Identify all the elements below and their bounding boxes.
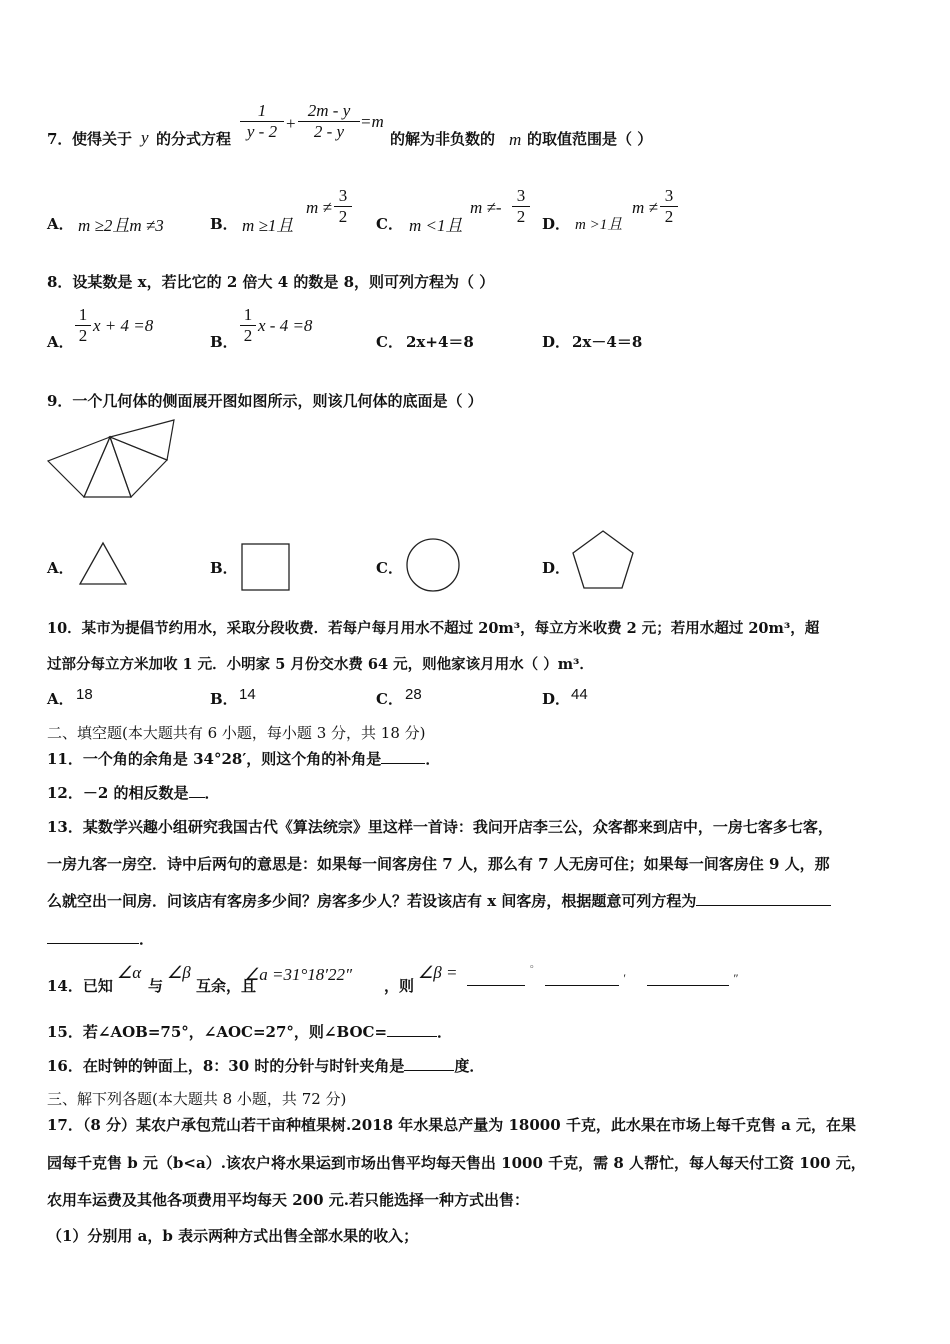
q10-option-b-label: B． bbox=[210, 690, 238, 708]
q8-option-d: 2x－4＝8 bbox=[572, 333, 643, 351]
q9-option-b-label: B． bbox=[210, 559, 238, 577]
q10-option-a-label: A． bbox=[47, 690, 74, 708]
q7-option-b-den: 2 bbox=[338, 207, 348, 226]
q11-end: ． bbox=[425, 750, 441, 768]
q7-option-c-m: m ≠- bbox=[470, 198, 502, 217]
q8-option-d-label: D． bbox=[542, 333, 571, 351]
q8-stem: 8．设某数是 x，若比它的 2 倍大 4 的数是 8，则可列方程为（ ） bbox=[47, 273, 495, 291]
q13-blank-2 bbox=[47, 943, 139, 944]
q9-option-d-label: D． bbox=[542, 559, 571, 577]
q7-option-c-label: C． bbox=[376, 215, 403, 233]
q14-blank-minutes bbox=[545, 985, 619, 986]
q14-beta-eq: ∠β = bbox=[418, 963, 458, 982]
q15 bbox=[47, 1021, 452, 1042]
q15-blank bbox=[387, 1036, 437, 1037]
q17-line-1: 17．（8 分）某农户承包荒山若干亩种植果树.2018 年水果总产量为 18000 千克，此水果在市场上每千克售 a 元，在果 bbox=[47, 1116, 857, 1134]
q17-line-2: 园每千克售 b 元（b<a）.该农户将水果运到市场出售平均每天售出 1000 千克，需 8 人帮忙，每人每天付工资 100 元， bbox=[47, 1154, 866, 1172]
q10-option-b: 14 bbox=[239, 686, 256, 703]
q8-option-b-den: 2 bbox=[243, 326, 253, 345]
q7-frac2-denominator: 2 - y bbox=[313, 122, 345, 141]
q7-var-y: y bbox=[141, 128, 149, 147]
q8-option-c-label: C． bbox=[376, 333, 403, 351]
pentagon-icon bbox=[570, 528, 636, 592]
q16-blank bbox=[404, 1070, 454, 1071]
q7-number: 7． bbox=[47, 130, 73, 148]
circle-icon bbox=[404, 536, 462, 594]
q12-text: 12．－2 的相反数是 bbox=[47, 784, 189, 802]
q10-option-c-label: C． bbox=[376, 690, 403, 708]
q14-text-a: 14．已知 bbox=[47, 977, 113, 995]
q9-option-c-label: C． bbox=[376, 559, 403, 577]
q14-second-mark: ″ bbox=[733, 971, 739, 985]
q12-end: ． bbox=[204, 784, 220, 802]
q7-option-c-num: 3 bbox=[516, 186, 526, 205]
pyramid-net-icon bbox=[48, 420, 174, 497]
q10-option-d: 44 bbox=[571, 686, 588, 703]
q10-line-2: 过部分每立方米加收 1 元．小明家 5 月份交水费 64 元，则他家该月用水（ ）m³． bbox=[47, 656, 594, 673]
q11-blank bbox=[381, 763, 425, 764]
q8-option-a-num: 1 bbox=[78, 305, 88, 324]
q12-blank bbox=[189, 797, 205, 798]
q8-option-a-rest: x + 4 =8 bbox=[93, 316, 154, 335]
q14-alpha: ∠α bbox=[117, 963, 142, 982]
q7-option-c-text: m <1且 bbox=[409, 216, 463, 235]
q13-line-4 bbox=[47, 928, 154, 949]
q10-option-d-label: D． bbox=[542, 690, 571, 708]
q7-plus: + bbox=[286, 114, 296, 133]
section-2-heading: 二、填空题(本大题共有 6 小题，每小题 3 分，共 18 分) bbox=[47, 724, 426, 742]
q7-text-b: 的分式方程 bbox=[156, 130, 232, 148]
q14-text-b: 与 bbox=[148, 977, 164, 995]
triangle-icon bbox=[77, 540, 129, 588]
q7-var-m: m bbox=[509, 130, 522, 149]
q14-beta: ∠β bbox=[167, 963, 191, 982]
q14-blank-degrees bbox=[467, 985, 525, 986]
square-icon bbox=[240, 542, 292, 592]
q10-line-1: 10．某市为提倡节约用水，采取分段收费．若每户每月用水不超过 20m³，每立方米收费 2 元；若用水超过 20m³，超 bbox=[47, 620, 820, 637]
q7-option-a: m ≥2且m ≠3 bbox=[78, 216, 164, 235]
q8-option-c: 2x+4＝8 bbox=[406, 333, 474, 351]
q10-option-a: 18 bbox=[76, 686, 93, 703]
q13-blank-1 bbox=[696, 905, 831, 906]
q13-line-3-text: 么就空出一间房．问该店有客房多少间？房客多少人？若设该店有 x 间客房，根据题意可列方程为 bbox=[47, 892, 697, 910]
q13-line-2: 一房九客一房空．诗中后两句的意思是：如果每一间客房住 7 人，那么有 7 人无房可住；如果每一间客房住 9 人，那 bbox=[47, 855, 830, 873]
q15-end: ． bbox=[437, 1023, 453, 1041]
q7-equals-m: =m bbox=[360, 112, 384, 131]
q15-text: 15．若∠AOB=75°，∠AOC=27°，则∠BOC= bbox=[47, 1023, 388, 1041]
q7-option-b-text: m ≥1且 bbox=[242, 216, 294, 235]
q11-text: 11．一个角的余角是 34°28′，则这个角的补角是 bbox=[47, 750, 382, 768]
q8-option-b-num: 1 bbox=[243, 305, 253, 324]
q12 bbox=[47, 782, 220, 803]
q7-text-a: 使得关于 bbox=[72, 130, 133, 148]
q11 bbox=[47, 748, 440, 769]
q7-option-b-num: 3 bbox=[338, 186, 348, 205]
q8-option-a-label: A． bbox=[47, 333, 74, 351]
q16-text: 16．在时钟的钟面上，8：30 时的分针与时针夹角是 bbox=[47, 1057, 405, 1075]
q10-option-c: 28 bbox=[405, 686, 422, 703]
q7-option-d-label: D． bbox=[542, 215, 571, 233]
q14-text-c: 互余，且 bbox=[196, 977, 257, 995]
q14-text-d: ，则 bbox=[384, 977, 415, 995]
q7-option-a-label: A． bbox=[47, 215, 74, 233]
q8-option-a-den: 2 bbox=[78, 326, 88, 345]
q7-option-b-m: m ≠ bbox=[306, 198, 332, 217]
q7-option-c-den: 2 bbox=[516, 207, 526, 226]
q7-frac1-denominator: y - 2 bbox=[246, 122, 278, 141]
q7-option-d-num: 3 bbox=[664, 186, 674, 205]
q8-option-b-label: B． bbox=[210, 333, 238, 351]
q7-frac2-numerator: 2m - y bbox=[307, 101, 351, 120]
q16 bbox=[47, 1055, 484, 1076]
q8-option-b-rest: x - 4 =8 bbox=[258, 316, 313, 335]
q14-blank-seconds bbox=[647, 985, 729, 986]
q7-text-c: 的解为非负数的 bbox=[390, 130, 496, 148]
q14-given-angle: ∠a =31°18′22″ bbox=[244, 965, 353, 984]
q7-option-d-m: m ≠ bbox=[632, 198, 658, 217]
q16-end: 度． bbox=[454, 1057, 485, 1075]
section-3-heading: 三、解下列各题(本大题共 8 小题，共 72 分) bbox=[47, 1090, 347, 1108]
q9-stem: 9．一个几何体的侧面展开图如图所示，则该几何体的底面是（ ） bbox=[47, 392, 483, 410]
q7-text-d: 的取值范围是（ ） bbox=[527, 130, 653, 148]
q13-end: ． bbox=[139, 930, 155, 948]
q7-frac1-numerator: 1 bbox=[257, 101, 267, 120]
q17-sub-1: （1）分别用 a，b 表示两种方式出售全部水果的收入； bbox=[47, 1227, 419, 1245]
q7-option-d-den: 2 bbox=[664, 207, 674, 226]
q7-option-b-label: B． bbox=[210, 215, 238, 233]
q13-line-3 bbox=[47, 890, 831, 911]
q13-line-1: 13．某数学兴趣小组研究我国古代《算法统宗》里这样一首诗：我问开店李三公，众客都来到店中，一房七客多七客， bbox=[47, 818, 833, 836]
q9-option-a-label: A． bbox=[47, 559, 74, 577]
q14-degree-mark: ° bbox=[529, 964, 534, 975]
q14-answer-blanks bbox=[467, 964, 739, 990]
q7-option-d-text: m >1且 bbox=[575, 217, 623, 233]
q17-line-3: 农用车运费及其他各项费用平均每天 200 元.若只能选择一种方式出售： bbox=[47, 1191, 529, 1209]
q14-minute-mark: ′ bbox=[623, 971, 626, 985]
